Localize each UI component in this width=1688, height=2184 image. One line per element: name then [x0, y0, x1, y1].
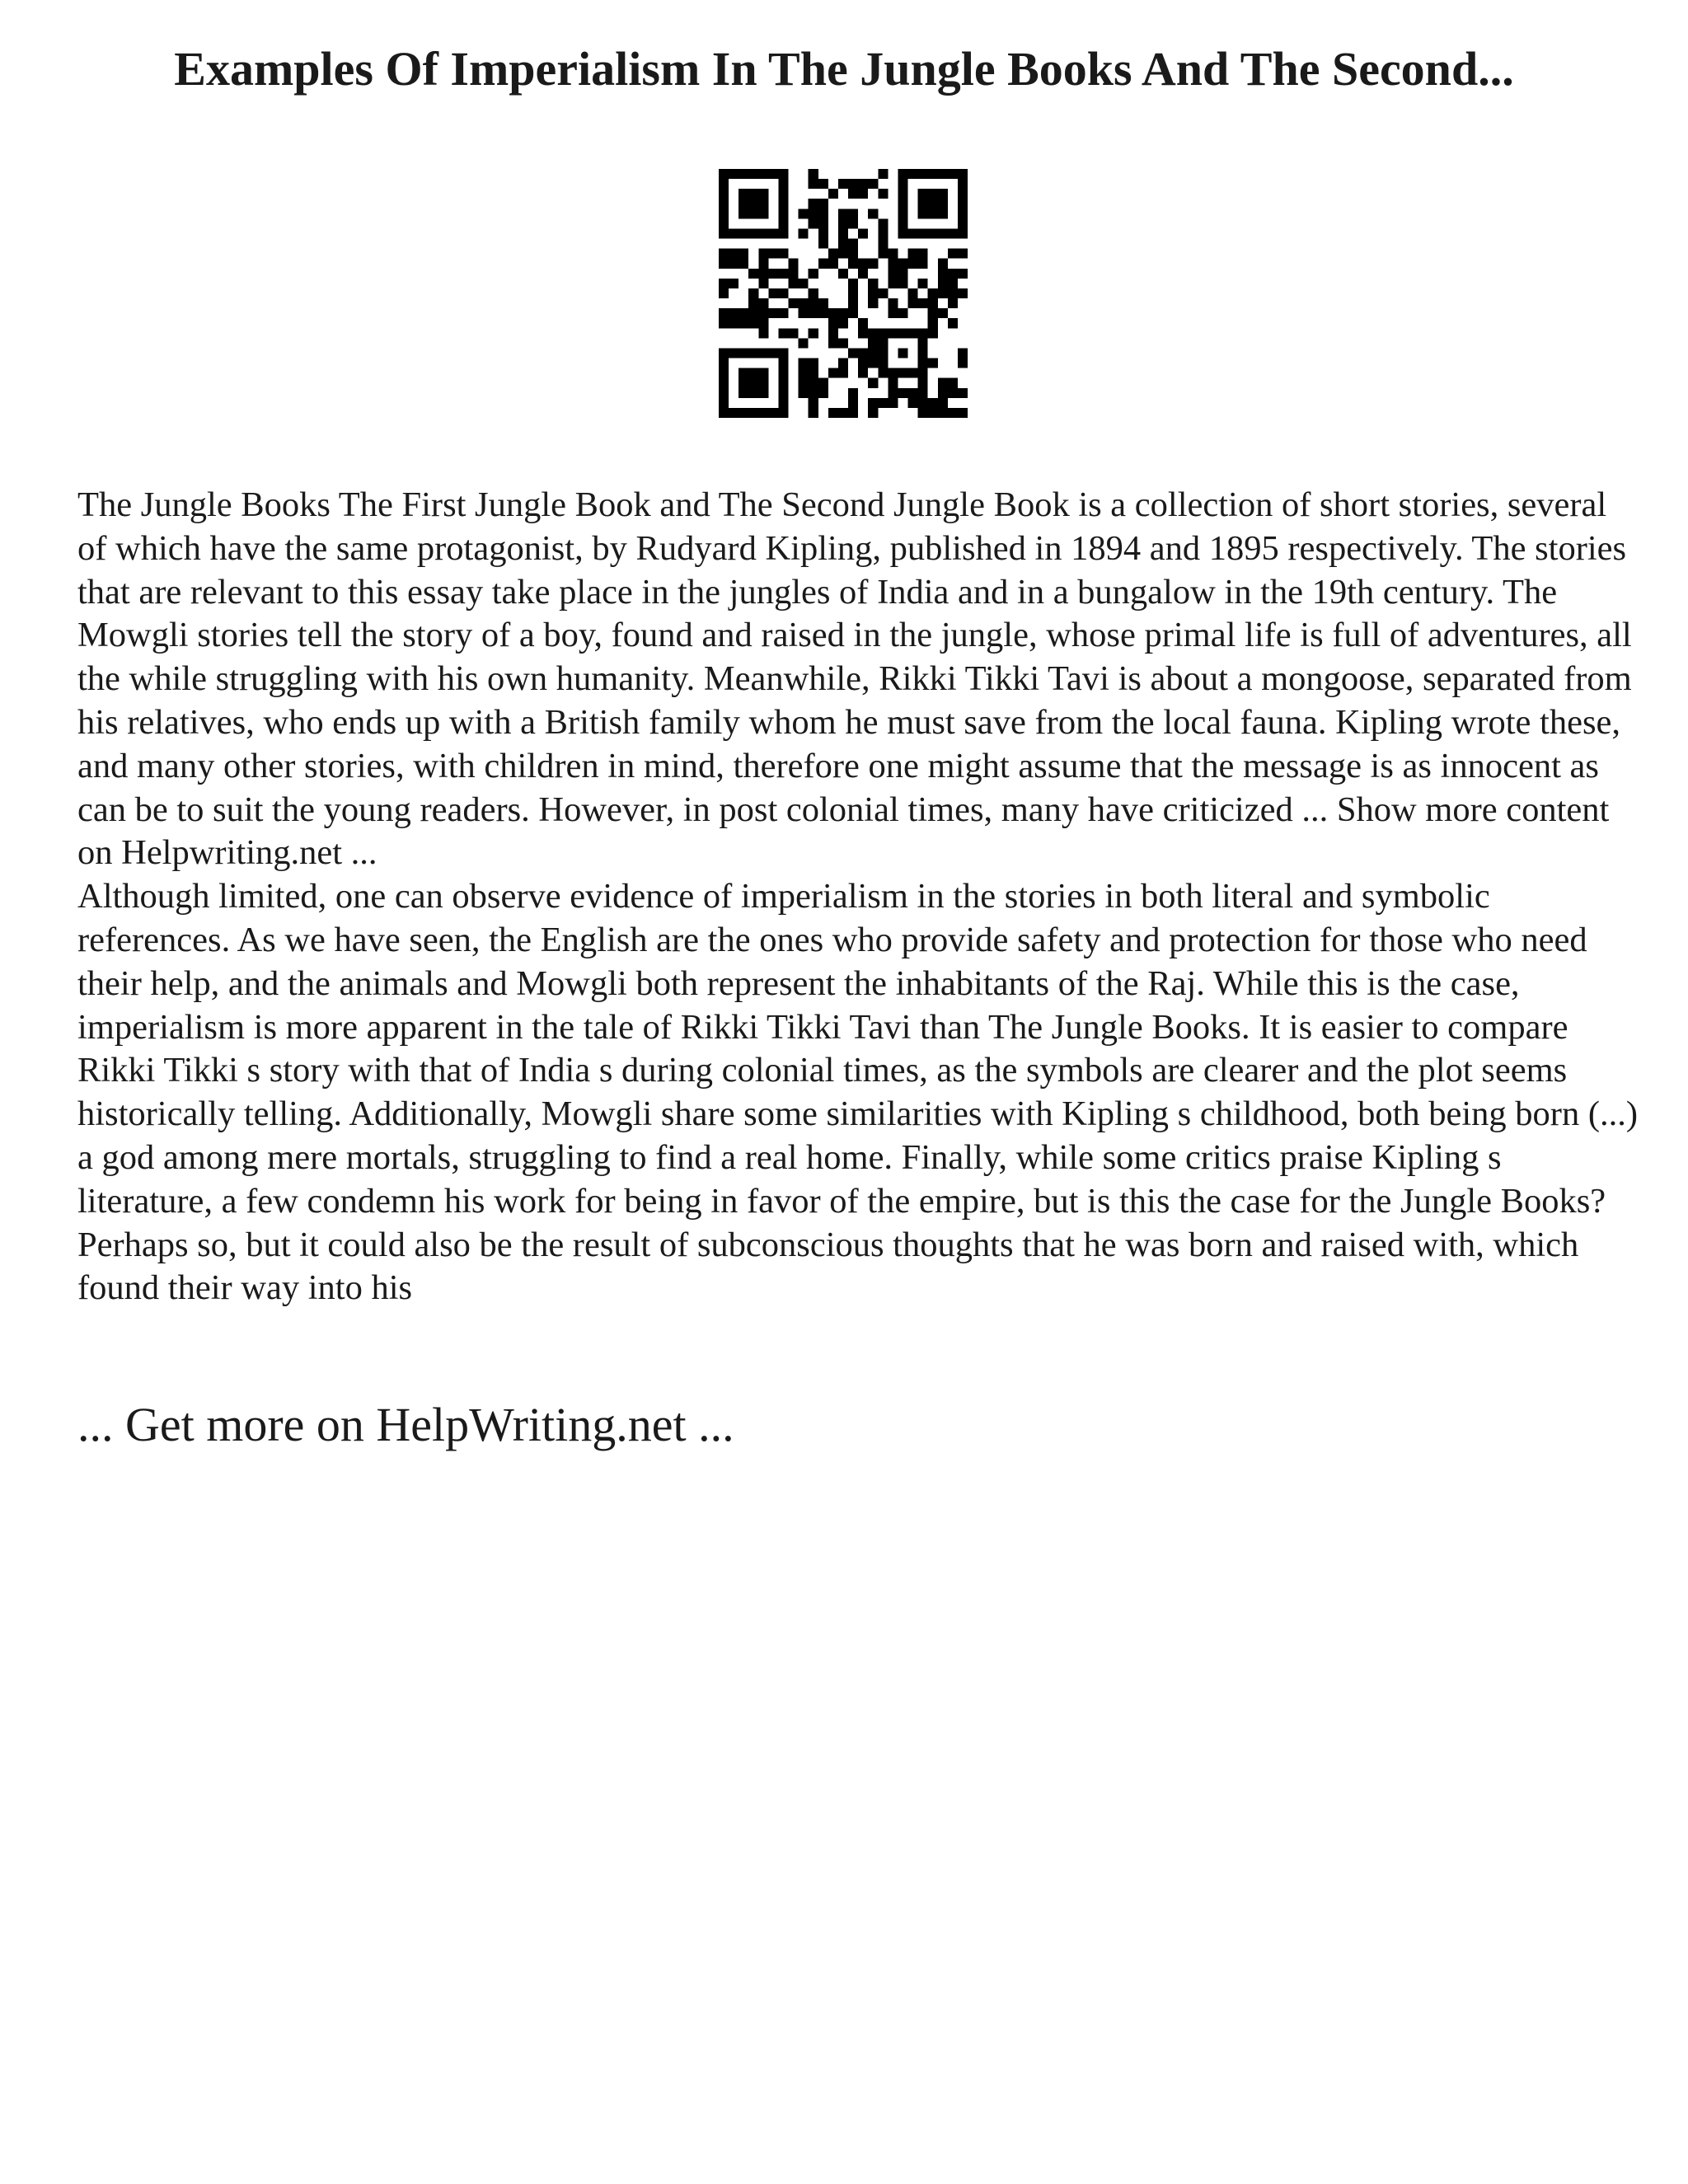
paragraph-2: Although limited, one can observe evidence of imperialism in the stories in both literal and symbolic references. As we have seen, the English are the ones who provide safety and protection for those who need their help, and the animals and Mowgli both represent the inhabitants of the Raj. While this is the case, imperialism is more apparent in the tale of Rikki Tikki Tavi than The Jungle Books. It is easier to compare Rikki Tikki s story with that of India s during colonial times, as the symbols are clearer and the plot seems historically telling. Additionally, Mowgli share some similarities with Kipling s childhood, both being born (...) a god among mere mortals, struggling to find a real home. Finally, while some critics praise Kipling s literature, a few condemn his work for being in favor of the empire, but is this the case for the Jungle Books? Perhaps so, but it could also be the result of subconscious thoughts that he was born and raised with, which found their way into his [77, 877, 1639, 1308]
qr-code-icon [719, 169, 968, 418]
qr-code-graphic [719, 169, 968, 418]
page-title: Examples Of Imperialism In The Jungle Books And The Second... [174, 42, 1514, 96]
paragraph-1: The Jungle Books The First Jungle Book and The Second Jungle Book is a collection of short stories, several of which have the same protagonist, by Rudyard Kipling, published in 1894 and 1895 respectively. The stories that are relevant to this essay take place in the jungles of India and in a bungalow in the 19th century. The Mowgli stories tell the story of a boy, found and raised in the jungle, whose primal life is full of adventures, all the while struggling with his own humanity. Meanwhile, Rikki Tikki Tavi is about a mongoose, separated from his relatives, who ends up with a British family whom he must save from the local fauna. Kipling wrote these, and many other stories, with children in mind, therefore one might assume that the message is as innocent as can be to suit the young readers. However, in post colonial times, many have criticized ... Show more content on Helpwriting.net ... [77, 485, 1632, 873]
article-body [77, 484, 1643, 1310]
get-more-link[interactable]: ... Get more on HelpWriting.net ... [77, 1398, 734, 1451]
